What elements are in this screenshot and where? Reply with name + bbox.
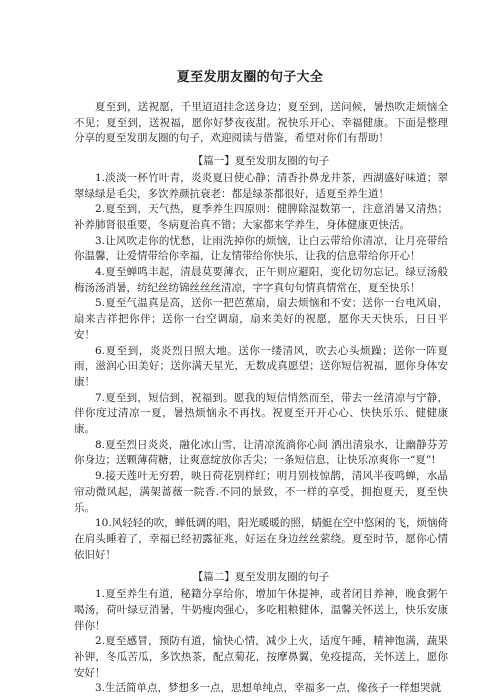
intro-paragraph: 夏至到，送祝愿，千里迢迢挂念送身边；夏至到，送问候，暑热吹走烦恼全不见；夏至到，送祝福，愿你好梦夜夜甜。祝快乐开心、幸福健康。下面是整理分享的夏至发朋友圈的句子，欢迎阅读与借鉴，希望对你们有帮助！ xyxy=(74,101,448,145)
list-item: 7.夏至到，短信到，祝福到。愿我的短信悄然而至，带去一丝清凉与宁静，伴你度过清凉一夏，暑热烦恼永不再找。祝夏至开开心心、快快乐乐、健健康康。 xyxy=(74,391,448,436)
list-item: 9.接天莲叶无穷碧，映日荷花别样红；明月别枝惊鹊，清风半夜鸣蝉，水晶帘动微风起，满架蔷薇一院香.不同的景致，不一样的享受，拥抱夏天，夏至快乐。 xyxy=(74,470,448,514)
section-heading: 【篇二】夏至发朋友圈的句子 xyxy=(192,571,330,584)
list-item: 3.让风吹走你的忧愁，让雨洗掉你的烦恼，让白云带给你清凉，让月亮带给你温馨，让爱情带给你幸福，让友情带给你快乐，让我的信息带给你开心！ xyxy=(74,234,448,263)
article-body xyxy=(74,100,448,697)
list-item: 6.夏至到，炎炎烈日照大地。送你一缕清风，吹去心头烦躁；送你一阵夏雨，滋润心田美好；送你满天星光，无数成真愿望；送你短信祝福，愿你身体安康！ xyxy=(74,344,448,388)
list-item: 5.夏至气温真是高，送你一把芭蕉扇，扇去烦恼和不安；送你一台电风扇，扇来吉祥把你伴；送你一台空调扇，扇来美好的祝愿，愿你天天快乐，日日平安！ xyxy=(74,297,448,341)
list-item: 10.风轻轻的吹，蝉低调的唱，阳光暖暖的照，蜻蜓在空中悠闲的飞，烦恼倚在肩头睡着了，幸福已经初露征兆，好运在身边丝丝萦绕。夏至时节，愿你心情依旧好！ xyxy=(74,517,448,561)
list-item: 2.夏至到，天气热，夏季养生四原则：健脾除湿数第一，注意消暑又清热；补养肺肾很重要，冬病夏治真不错；大家都来学养生，身体健康更快活。 xyxy=(74,203,448,231)
page-title: 夏至发朋友圈的句子大全 xyxy=(176,70,324,85)
section-heading: 【篇一】夏至发朋友圈的句子 xyxy=(192,155,330,168)
list-item: 3.生活简单点，梦想多一点，思想单纯点，幸福多一点，像孩子一样想哭就 xyxy=(95,682,442,695)
list-item: 1.夏至养生有道，秘籍分享给你，增加午休提神，或者闭目养神，晚食粥午喝汤，荷叶绿豆消暑，牛奶瘦肉强心，多吃粗粮健体，温馨关怀送上，快乐安康伴你！ xyxy=(74,588,448,632)
list-item: 2.夏至感冒，预防有道，愉快心情，减少上火，适度午睡，精神饱满，蔬果补钾，冬瓜苦瓜，多饮热茶，配点菊花，按摩鼻翼，免疫提高，关怀送上，愿你安好！ xyxy=(74,635,448,679)
list-item: 1.淡淡一杯竹叶青，炎炎夏日使心静；清香扑鼻龙井茶，西湖盛好味道；翠翠绿绿是毛尖，多饮养颜抗衰老：都是绿茶都很好，适夏至养生道！ xyxy=(74,171,448,200)
list-item: 4.夏至蝉鸣丰起，清晨莫要薄衣，正午则应避阳，变化切勿忘记。绿豆汤般梅汤汤消暑，纺纪丝纺锦丝丝丝清凉，字字真句句情真情常在，夏至快乐！ xyxy=(74,266,448,294)
list-item: 8.夏至烈日炎炎，融化冰山雪，让清凉流淌你心间 洒出清泉水，让幽静芬芳你身边；送颗薄荷糖，让爽意绽放你舌尖；一条短信息，让快乐凉爽你一“夏”! xyxy=(74,438,448,467)
